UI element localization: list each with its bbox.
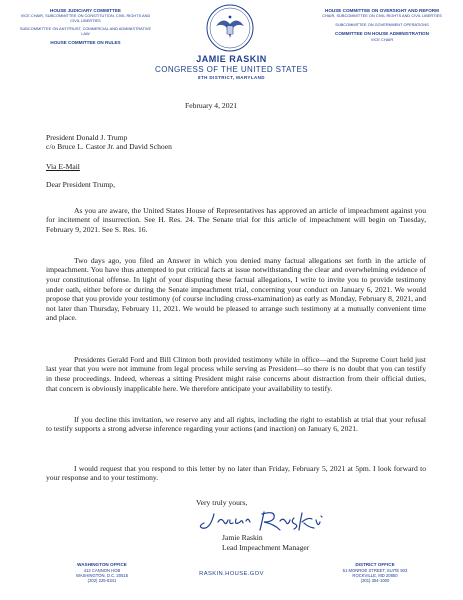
signer-title: Lead Impeachment Manager xyxy=(222,543,310,552)
masthead xyxy=(130,54,333,80)
member-name: JAMIE RASKIN xyxy=(196,54,267,64)
letterhead-left-item xyxy=(18,8,153,23)
committee-role: SUBCOMMITTEE ON GOVERNMENT OPERATIONS xyxy=(335,21,429,27)
recipient-address xyxy=(46,133,172,152)
salutation: Dear President Trump, xyxy=(46,180,115,189)
letterhead-left-item xyxy=(18,27,153,36)
letterhead-right-item xyxy=(317,31,447,42)
office-line: (202) 225-5341 xyxy=(87,577,117,583)
office-line: 51 MONROE STREET, SUITE 503 xyxy=(342,567,408,573)
committee-role: VICE CHAIR xyxy=(370,36,394,42)
letter-date: February 4, 2021 xyxy=(185,101,238,110)
committee-name: COMMITTEE ON HOUSE ADMINISTRATION xyxy=(335,31,429,37)
care-of-line: c/o Bruce L. Castor Jr. and David Schoen xyxy=(46,142,172,152)
recipient-name: President Donald J. Trump xyxy=(46,133,128,142)
congressional-seal-icon xyxy=(206,4,254,52)
district-office xyxy=(330,562,420,583)
office-heading: WASHINGTON OFFICE xyxy=(77,562,127,567)
committee-name: HOUSE COMMITTEE ON RULES xyxy=(50,40,121,46)
committee-role: CHAIR, SUBCOMMITTEE ON CIVIL RIGHTS AND CIVIL LIBERTIES xyxy=(322,13,442,19)
letterhead-right-item xyxy=(317,23,447,27)
letterhead-left-item xyxy=(18,40,153,45)
delivery-method: Via E-Mail xyxy=(46,162,80,171)
office-line: ROCKVILLE, MD 20850 xyxy=(352,572,398,578)
paragraph-2: Two days ago, you filed an Answer in which you denied many factual allegations set forth in the article of impeachment. You have thus attempted to put critical facts at issue notwithstanding the clear and overwhelming evidence of your constitutional offense. In light of your disputing these factual allegations, I write to invite you to provide testimony under oath, either before or during the Senate impeachment trial, concerning your conduct on January 6, 2021. We would propose that you provide your testimony (of course including cross-examination) as early as Monday, February 8, 2021, and not later than Thursday, February 11, 2021. We would be pleased to arrange such testimony at a mutually convenient time and place. xyxy=(46,255,426,323)
committee-name: HOUSE COMMITTEE ON OVERSIGHT AND REFORM xyxy=(325,8,439,13)
paragraph-1: As you are aware, the United States House of Representatives has approved an article of impeachment against you for incitement of insurrection. See H. Res. 24. The Senate trial for this article of impeachment will begin on Tuesday, February 9, 2021. See S. Res. 16. xyxy=(46,205,426,234)
office-line: WASHINGTON, D.C. 20515 xyxy=(75,572,129,578)
closing: Very truly yours, xyxy=(196,498,248,507)
letterhead-right-item xyxy=(317,8,447,19)
committee-name: HOUSE JUDICIARY COMMITTEE xyxy=(50,8,121,13)
website xyxy=(180,571,283,578)
office-line: 412 CANNON HOB xyxy=(83,567,121,573)
paragraph-5: I would request that you respond to this letter by no later than Friday, February 5, 2021 at 5pm. I look forward to your response and to your testimony. xyxy=(46,463,426,483)
letterhead-left xyxy=(18,8,153,50)
washington-office xyxy=(62,562,142,583)
paragraph-4: If you decline this invitation, we reserve any and all rights, including the right to establish at trial that your refusal to testify supports a strong adverse inference regarding your actions (and inaction) on January 6, 2021. xyxy=(46,414,426,434)
office-heading: DISTRICT OFFICE xyxy=(355,562,395,567)
office-line: (301) 354-1000 xyxy=(360,577,390,583)
handwritten-signature xyxy=(196,508,346,534)
paragraph-3: Presidents Gerald Ford and Bill Clinton both provided testimony while in office—and the Supreme Court held just last year that you were not immune from legal process while serving as President—so there is no doubt that you can testify in these proceedings. Indeed, whereas a sitting President might raise concerns about distraction from their official duties, that concern is obviously inapplicable here. We therefore anticipate your availability to testify. xyxy=(46,354,426,393)
signer-name: Jamie Raskin xyxy=(222,533,263,542)
committee-role: VICE CHAIR, SUBCOMMITTEE ON CONSTITUTION, CIVIL RIGHTS AND CIVIL LIBERTIES xyxy=(20,13,151,23)
letterhead-right xyxy=(317,8,447,46)
committee-role: SUBCOMMITTEE ON ANTITRUST, COMMERCIAL AND ADMINISTRATIVE LAW xyxy=(19,26,152,36)
website-url: RASKIN.HOUSE.GOV xyxy=(199,571,264,577)
district-label: 8TH DISTRICT, MARYLAND xyxy=(198,75,265,80)
congress-label: CONGRESS OF THE UNITED STATES xyxy=(155,65,308,74)
